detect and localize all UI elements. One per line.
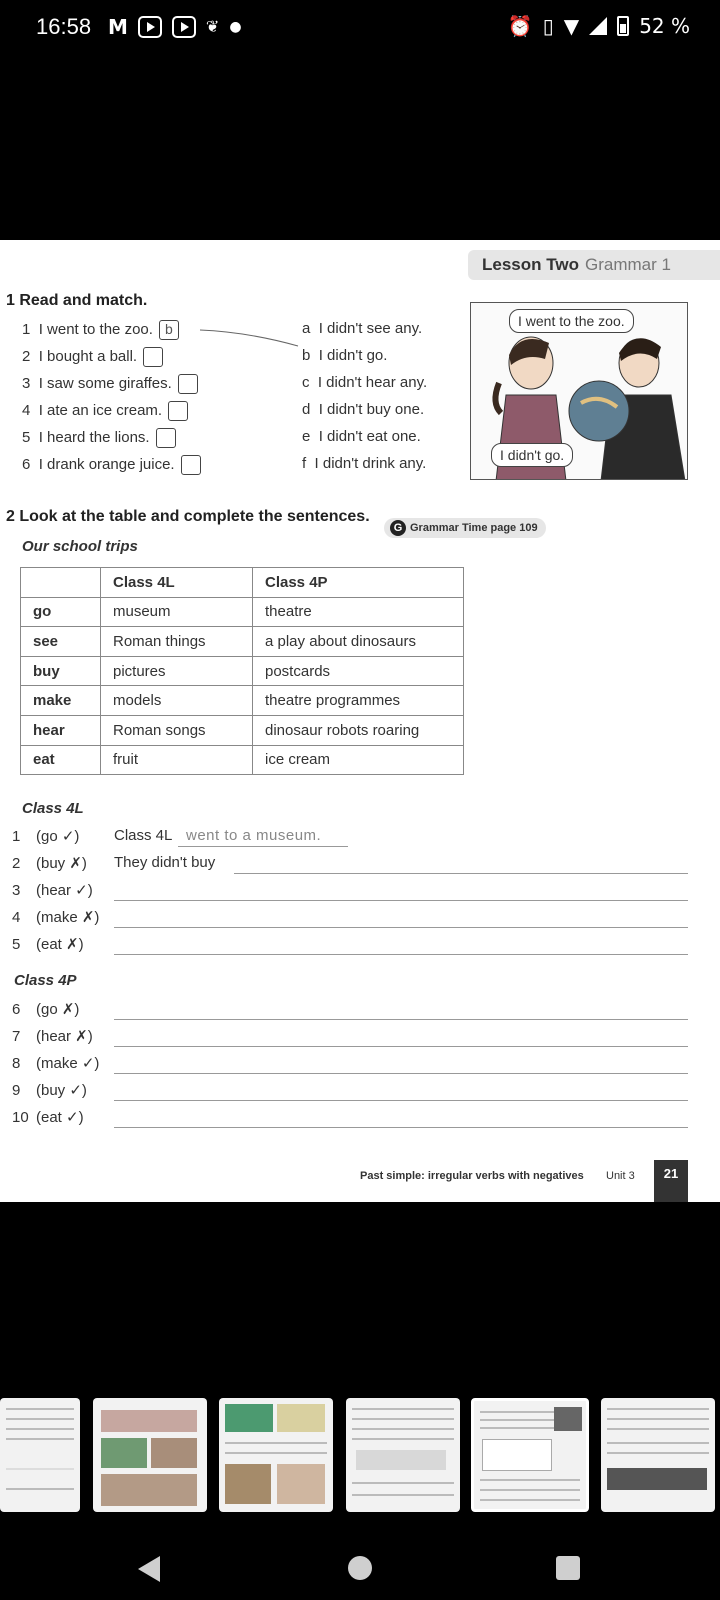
table-row [21, 745, 464, 775]
question: 10 (eat ✓) [12, 1109, 84, 1126]
answer-line[interactable] [114, 954, 688, 955]
dot-icon: ● [229, 19, 242, 35]
table-header: Class 4P [253, 568, 464, 598]
gmail-icon: M [108, 15, 128, 39]
table-cell: go [21, 597, 101, 627]
answer-box[interactable] [168, 401, 188, 421]
exercise-1-title: 1 Read and match. [6, 292, 148, 309]
match-right-item: e I didn't eat one. [302, 428, 421, 445]
question: 5 (eat ✗) [12, 936, 84, 953]
grammar-label: Grammar 1 [584, 255, 671, 274]
back-icon[interactable] [138, 1556, 160, 1582]
match-left-item: 1 I went to the zoo. b [22, 320, 179, 340]
table-cell: eat [21, 745, 101, 775]
school-trips-table [20, 567, 464, 775]
clock: 16:58 [36, 14, 92, 39]
question: 6 (go ✗) [12, 1001, 80, 1018]
table-cell: Roman things [101, 627, 253, 657]
wifi-icon: ▼ [563, 14, 580, 38]
match-left-item: 3 I saw some giraffes. [22, 374, 198, 394]
table-cell: theatre [253, 597, 464, 627]
speech-bubble-boy: I went to the zoo. [509, 309, 634, 333]
answer-box[interactable]: b [159, 320, 179, 340]
youtube-icon [172, 16, 196, 38]
answer-line[interactable] [114, 1046, 688, 1047]
question: 7 (hear ✗) [12, 1028, 93, 1045]
question: 9 (buy ✓) [12, 1082, 87, 1099]
page-thumbnail[interactable] [93, 1398, 207, 1512]
table-title: Our school trips [22, 538, 138, 555]
navigation-bar [0, 1540, 720, 1600]
table-cell: postcards [253, 656, 464, 686]
answer-line[interactable] [114, 1073, 688, 1074]
match-left-item: 6 I drank orange juice. [22, 455, 201, 475]
question: 3 (hear ✓) [12, 882, 93, 899]
table-row [21, 627, 464, 657]
table-cell: dinosaur robots roaring [253, 715, 464, 745]
question-prefix: Class 4L [114, 827, 173, 844]
table-row [21, 656, 464, 686]
match-left-item: 2 I bought a ball. [22, 347, 163, 367]
answer-box[interactable] [178, 374, 198, 394]
answer-box[interactable] [156, 428, 176, 448]
footer-topic: Past simple: irregular verbs with negatives [360, 1170, 584, 1182]
table-row [21, 597, 464, 627]
page-number: 21 [654, 1160, 688, 1202]
class-4l-heading: Class 4L [22, 800, 84, 817]
exercise-2-title: 2 Look at the table and complete the sentences. [6, 508, 370, 525]
table-cell: pictures [101, 656, 253, 686]
table-header [21, 568, 101, 598]
table-cell: ice cream [253, 745, 464, 775]
page-thumbnail[interactable] [0, 1398, 80, 1512]
illustration [470, 302, 688, 480]
table-cell: museum [101, 597, 253, 627]
page-thumbnail-strip [0, 1398, 720, 1514]
lesson-label: Lesson Two [482, 255, 579, 274]
recent-apps-icon[interactable] [556, 1556, 580, 1580]
grammar-icon: G [390, 520, 406, 536]
status-bar [0, 0, 720, 56]
match-right-item: d I didn't buy one. [302, 401, 425, 418]
page-thumbnail-current[interactable] [471, 1398, 589, 1512]
match-right-item: a I didn't see any. [302, 320, 423, 337]
page-thumbnail[interactable] [601, 1398, 715, 1512]
table-cell: buy [21, 656, 101, 686]
answer-line[interactable] [114, 900, 688, 901]
answer-line[interactable] [114, 1127, 688, 1128]
answer-box[interactable] [143, 347, 163, 367]
table-cell: Roman songs [101, 715, 253, 745]
table-cell: theatre programmes [253, 686, 464, 716]
question: 2 (buy ✗) [12, 855, 87, 872]
table-cell: see [21, 627, 101, 657]
answer-line[interactable] [114, 1019, 688, 1020]
question-prefix: They didn't buy [114, 854, 216, 871]
signal-icon [589, 17, 607, 35]
battery-icon [617, 16, 629, 36]
grammar-time-link[interactable]: G Grammar Time page 109 [384, 518, 546, 538]
answer-box[interactable] [181, 455, 201, 475]
match-left-item: 5 I heard the lions. [22, 428, 176, 448]
speech-bubble-girl: I didn't go. [491, 443, 573, 467]
page-thumbnail[interactable] [346, 1398, 460, 1512]
match-right-item: b I didn't go. [302, 347, 388, 364]
lesson-tab [468, 250, 720, 280]
vibrate-icon: ▯ [542, 14, 554, 38]
table-cell: fruit [101, 745, 253, 775]
match-right-item: f I didn't drink any. [302, 455, 427, 472]
match-line [198, 324, 304, 354]
table-cell: make [21, 686, 101, 716]
answer-line[interactable] [114, 927, 688, 928]
table-header: Class 4L [101, 568, 253, 598]
answer-line[interactable] [178, 846, 348, 847]
answer-text[interactable]: went to a museum. [186, 827, 322, 844]
class-4p-heading: Class 4P [14, 972, 77, 989]
bird-icon: ❦ [205, 17, 220, 36]
match-left-item: 4 I ate an ice cream. [22, 401, 188, 421]
table-cell: models [101, 686, 253, 716]
youtube-icon [138, 16, 162, 38]
table-header-row [21, 568, 464, 598]
table-cell: a play about dinosaurs [253, 627, 464, 657]
table-row [21, 715, 464, 745]
home-icon[interactable] [348, 1556, 372, 1580]
battery-percent: 52 % [639, 14, 690, 38]
question: 8 (make ✓) [12, 1055, 100, 1072]
page-thumbnail[interactable] [219, 1398, 333, 1512]
question: 4 (make ✗) [12, 909, 100, 926]
match-right-item: c I didn't hear any. [302, 374, 428, 391]
answer-line[interactable] [234, 873, 688, 874]
table-cell: hear [21, 715, 101, 745]
table-row [21, 686, 464, 716]
alarm-icon: ⏰ [507, 14, 533, 38]
answer-line[interactable] [114, 1100, 688, 1101]
footer-unit: Unit 3 [606, 1170, 635, 1182]
question: 1 (go ✓) [12, 828, 80, 845]
workbook-page[interactable] [0, 240, 720, 1202]
